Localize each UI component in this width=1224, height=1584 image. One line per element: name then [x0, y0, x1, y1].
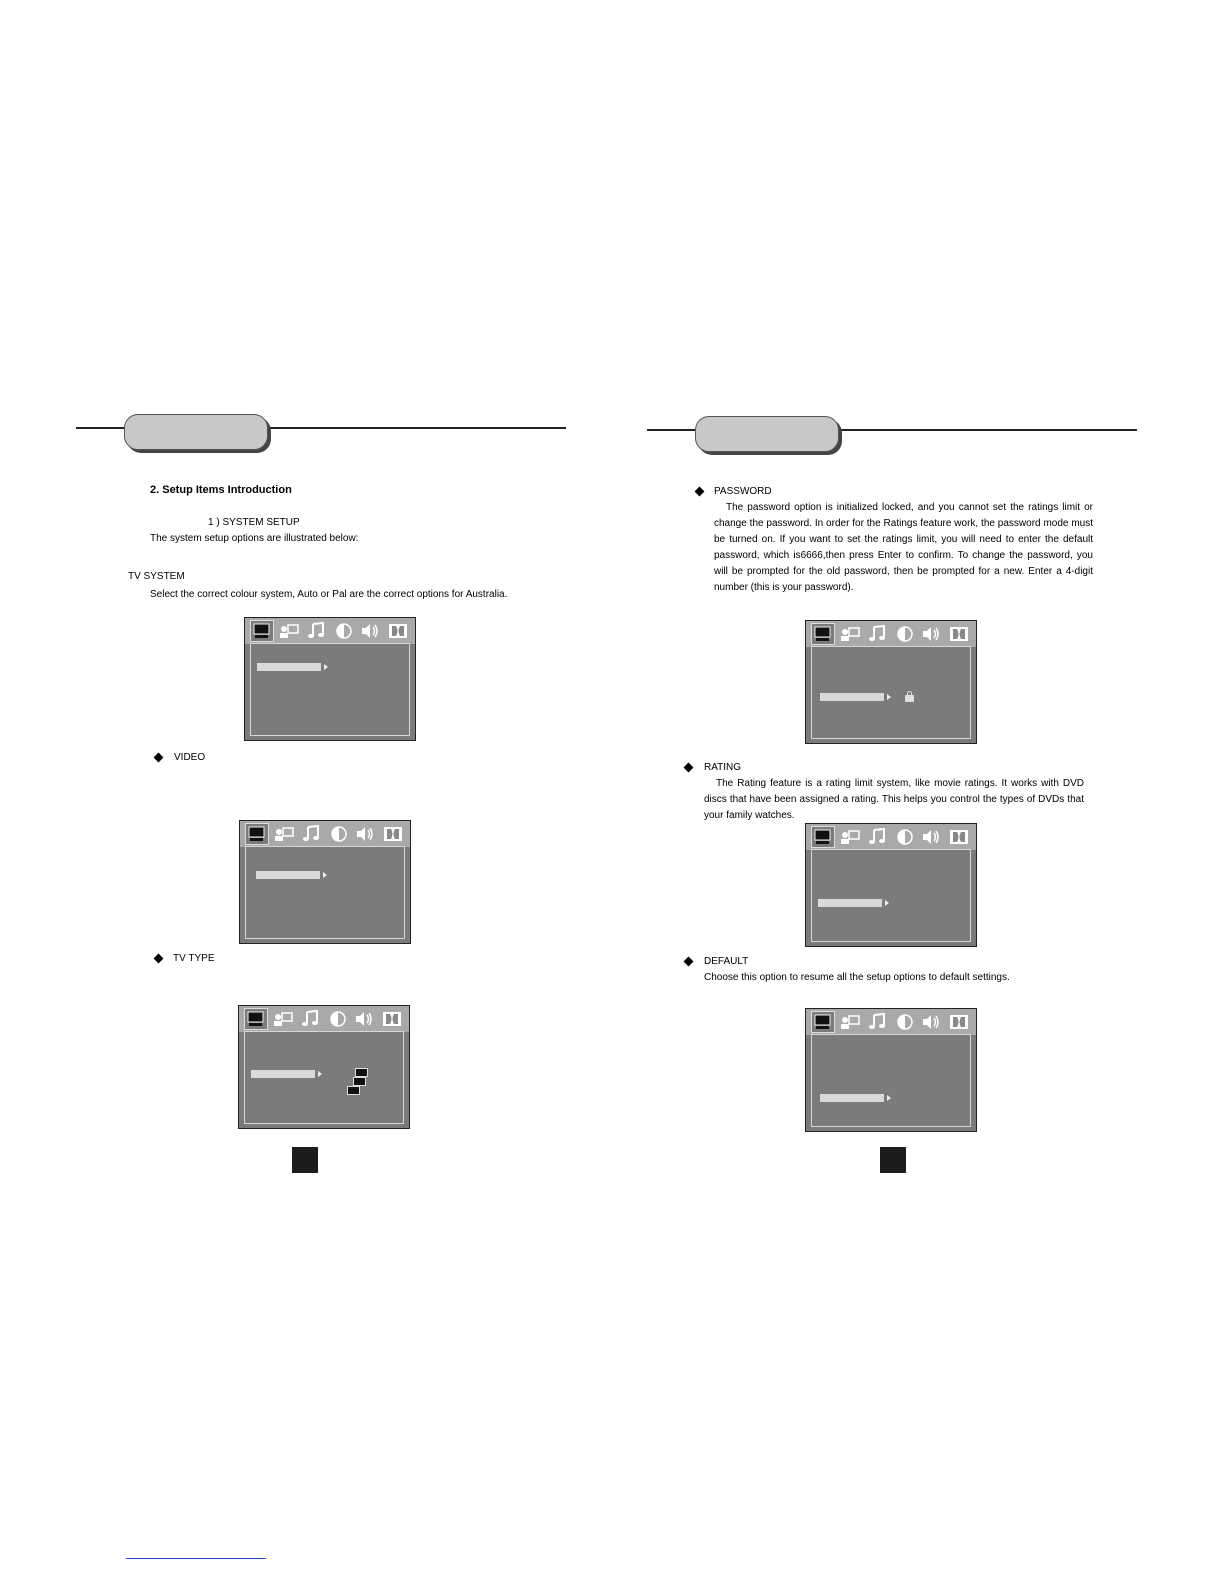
bullet-icon — [684, 957, 694, 967]
password-description: The password option is initialized locked, and you cannot set the ratings limit or change the password. In order for the Ratings feature work, the password mode must be turned on. If you want to set the ratings limit, you will need to enter the default password, which is6666,then press Enter to confirm. To change the password, you will be prompted for the old password, then be prompted for a new. Enter a 4-digit number (this is your password). — [714, 502, 1093, 593]
default-label: DEFAULT — [704, 956, 749, 967]
tv-type-16-9-icon — [347, 1086, 360, 1095]
menu-highlight-bar — [251, 1070, 315, 1078]
submenu-arrow-icon — [324, 664, 328, 670]
tv-system-description: Select the correct colour system, Auto or Pal are the correct options for Australia. — [150, 589, 508, 600]
footer-link-underline — [126, 1558, 266, 1559]
system-tv-icon — [811, 826, 835, 848]
audio-icon — [866, 827, 888, 847]
speaker-icon — [920, 1012, 942, 1032]
header-tab-right — [695, 416, 839, 452]
menu-content-area — [811, 849, 971, 942]
menu-tab-bar — [239, 1006, 409, 1032]
speaker-icon — [920, 827, 942, 847]
menu-content-area — [811, 1034, 971, 1127]
dolby-icon — [948, 1012, 970, 1032]
language-icon — [273, 824, 295, 844]
speaker-icon — [359, 621, 381, 641]
system-tv-icon — [811, 1011, 835, 1033]
section-heading: 2. Setup Items Introduction — [150, 484, 292, 496]
menu-tab-bar — [245, 618, 415, 644]
menu-tab-bar — [240, 821, 410, 847]
video-icon — [328, 824, 350, 844]
menu-highlight-bar — [820, 1094, 884, 1102]
tv-type-4-3-ps-icon — [355, 1068, 368, 1077]
bullet-icon — [154, 954, 164, 964]
menu-tab-bar — [806, 824, 976, 850]
dolby-icon — [381, 1009, 403, 1029]
audio-icon — [305, 621, 327, 641]
language-icon — [839, 1012, 861, 1032]
speaker-icon — [920, 624, 942, 644]
video-icon — [894, 624, 916, 644]
setup-menu-screen-tv-system — [244, 617, 416, 741]
dolby-icon — [948, 827, 970, 847]
video-icon — [894, 1012, 916, 1032]
system-tv-icon — [811, 623, 835, 645]
bullet-icon — [154, 753, 164, 763]
setup-menu-screen-password — [805, 620, 977, 744]
system-tv-icon — [244, 1008, 268, 1030]
default-description: Choose this option to resume all the setup options to default settings. — [704, 972, 1010, 983]
tv-type-4-3-lb-icon — [353, 1077, 366, 1086]
intro-text: The system setup options are illustrated below: — [150, 533, 359, 544]
speaker-icon — [353, 1009, 375, 1029]
submenu-arrow-icon — [887, 1095, 891, 1101]
dolby-icon — [382, 824, 404, 844]
setup-menu-screen-rating — [805, 823, 977, 947]
menu-tab-bar — [806, 621, 976, 647]
dolby-icon — [387, 621, 409, 641]
speaker-icon — [354, 824, 376, 844]
video-icon — [327, 1009, 349, 1029]
submenu-arrow-icon — [887, 694, 891, 700]
setup-menu-screen-tv-type — [238, 1005, 410, 1129]
audio-icon — [299, 1009, 321, 1029]
language-icon — [272, 1009, 294, 1029]
menu-content-area — [245, 846, 405, 939]
header-tab-left — [124, 414, 268, 450]
menu-content-area — [244, 1031, 404, 1124]
setup-menu-screen-video — [239, 820, 411, 944]
system-tv-icon — [250, 620, 274, 642]
rating-label: RATING — [704, 762, 742, 773]
tv-system-title: TV SYSTEM — [128, 571, 185, 582]
video-icon — [894, 827, 916, 847]
page-number-box-right — [880, 1147, 906, 1173]
video-icon — [333, 621, 355, 641]
sub-heading: 1 ) SYSTEM SETUP — [208, 517, 300, 528]
page-number-box-left — [292, 1147, 318, 1173]
menu-highlight-bar — [257, 663, 321, 671]
menu-content-area — [250, 643, 410, 736]
language-icon — [839, 827, 861, 847]
audio-icon — [866, 624, 888, 644]
lock-icon — [905, 695, 914, 702]
bullet-icon — [695, 487, 705, 497]
menu-content-area — [811, 646, 971, 739]
menu-highlight-bar — [818, 899, 882, 907]
system-tv-icon — [245, 823, 269, 845]
password-label: PASSWORD — [714, 486, 772, 497]
submenu-arrow-icon — [318, 1071, 322, 1077]
language-icon — [278, 621, 300, 641]
video-label: VIDEO — [174, 752, 206, 763]
audio-icon — [866, 1012, 888, 1032]
rating-description: The Rating feature is a rating limit system, like movie ratings. It works with DVD discs that have been assigned a rating. This helps you control the types of DVDs that your family watches. — [704, 778, 1084, 821]
audio-icon — [300, 824, 322, 844]
setup-menu-screen-default — [805, 1008, 977, 1132]
tv-type-label: TV TYPE — [173, 953, 215, 964]
dolby-icon — [948, 624, 970, 644]
submenu-arrow-icon — [323, 872, 327, 878]
language-icon — [839, 624, 861, 644]
menu-tab-bar — [806, 1009, 976, 1035]
bullet-icon — [684, 763, 694, 773]
menu-highlight-bar — [820, 693, 884, 701]
submenu-arrow-icon — [885, 900, 889, 906]
menu-highlight-bar — [256, 871, 320, 879]
